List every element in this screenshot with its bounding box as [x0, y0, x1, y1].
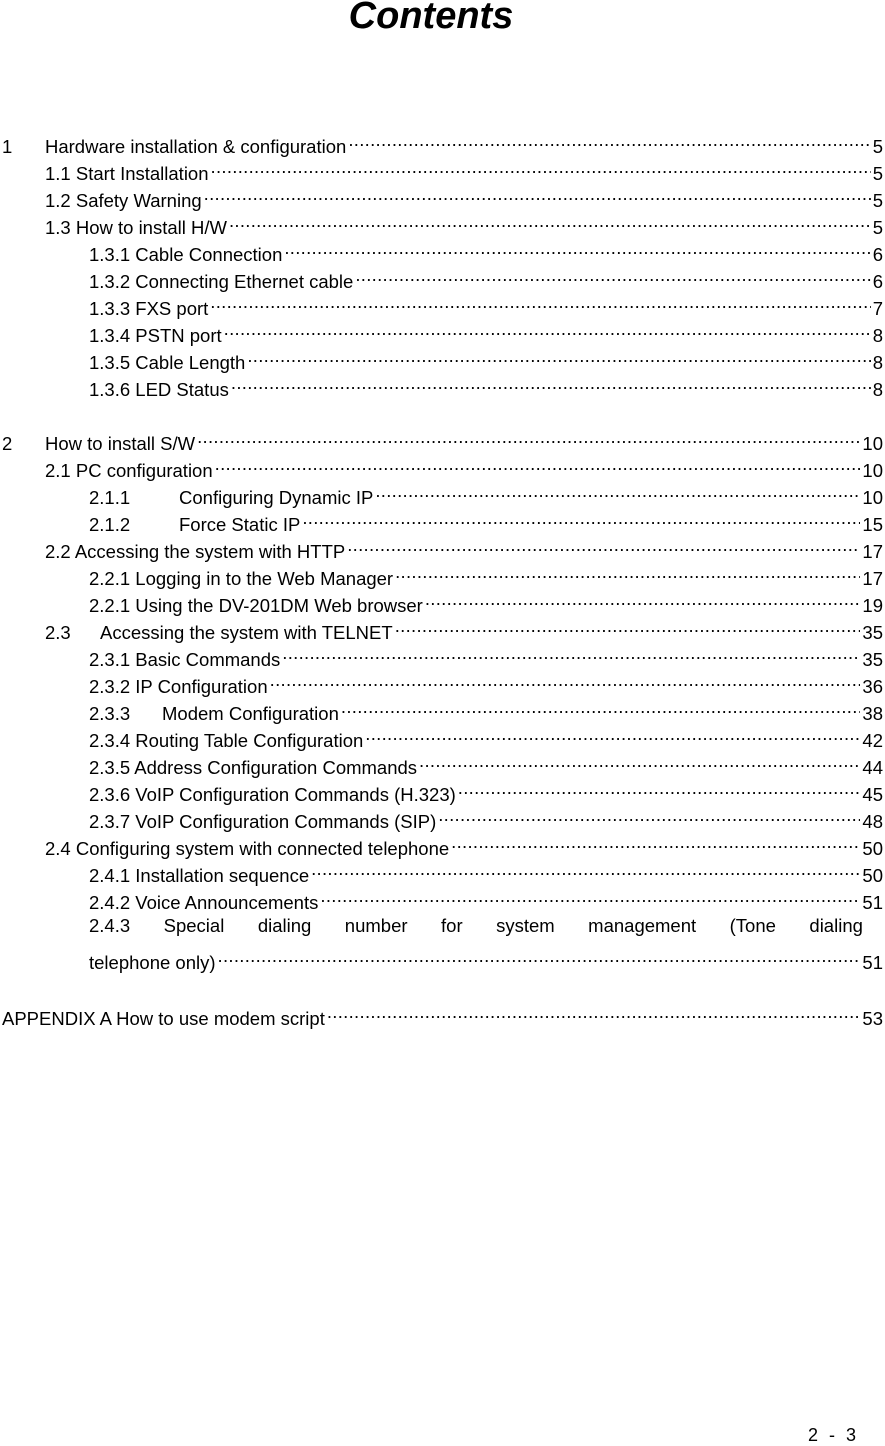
- toc-leader-dots: [438, 801, 860, 828]
- toc-entry-page: 38: [862, 703, 883, 724]
- toc-entry-page: 6: [872, 271, 883, 292]
- toc-entry-page: 8: [872, 352, 883, 373]
- toc-leader-dots: [210, 288, 870, 315]
- toc-entry-title: 2.3.1 Basic Commands: [89, 649, 281, 670]
- toc-entry[interactable]: [89, 315, 883, 346]
- toc-entry-title: 2.2 Accessing the system with HTTP: [45, 541, 346, 562]
- toc-entry[interactable]: [45, 153, 883, 184]
- toc-entry-page: 17: [862, 568, 883, 589]
- toc-entry[interactable]: [89, 288, 883, 319]
- toc-entry-page: 5: [872, 217, 883, 238]
- toc-entry-title: 1.3 How to install H/W: [45, 217, 227, 238]
- toc-entry-title: 2.3.7 VoIP Configuration Commands (SIP): [89, 811, 437, 832]
- toc-entry-page: 44: [862, 757, 883, 778]
- page-title: Contents: [348, 0, 514, 37]
- toc-entry-number: 2.3: [45, 622, 71, 643]
- toc-entry-title: Hardware installation & configuration: [45, 136, 347, 157]
- toc-entry[interactable]: [45, 531, 883, 562]
- toc-entry[interactable]: [89, 504, 883, 535]
- toc-entry-page: 8: [872, 379, 883, 400]
- toc-word: for: [441, 915, 463, 936]
- toc-entry-title: 1.3.2 Connecting Ethernet cable: [89, 271, 354, 292]
- toc-entry-page: 35: [862, 649, 883, 670]
- toc-entry-wrapped-line[interactable]: [89, 912, 883, 939]
- toc-entry-page: 51: [862, 892, 883, 913]
- toc-leader-dots: [395, 558, 860, 585]
- toc-entry-page: 8: [872, 325, 883, 346]
- toc-entry-number: 2.3.3: [89, 703, 131, 724]
- toc-entry[interactable]: [45, 450, 883, 481]
- toc-entry-page: 10: [862, 433, 883, 454]
- toc-entry[interactable]: [89, 639, 883, 670]
- toc-entry[interactable]: [45, 207, 883, 238]
- toc-entry-title: 2.4 Configuring system with connected telephone: [45, 838, 450, 859]
- toc-entry-page: 5: [872, 190, 883, 211]
- toc-entry-page: 15: [862, 514, 883, 535]
- toc-entry-title: APPENDIX A How to use modem script: [2, 1008, 325, 1029]
- toc-entry[interactable]: [89, 693, 883, 724]
- toc-entry-title: 1.2 Safety Warning: [45, 190, 202, 211]
- toc-entry-title: Accessing the system with TELNET: [100, 622, 393, 643]
- toc-entry[interactable]: [2, 423, 883, 454]
- toc-entry-number: 1: [2, 136, 13, 157]
- toc-entry[interactable]: [2, 998, 883, 1029]
- toc-entry-page: 51: [862, 952, 883, 973]
- toc-entry-page: 17: [862, 541, 883, 562]
- toc-entry-title: 1.3.5 Cable Length: [89, 352, 246, 373]
- toc-entry[interactable]: [89, 720, 883, 751]
- toc-leader-dots: [231, 369, 871, 396]
- toc-leader-dots: [284, 234, 870, 261]
- toc-leader-dots: [282, 639, 860, 666]
- toc-entry[interactable]: [89, 942, 883, 973]
- toc-leader-dots: [224, 315, 871, 342]
- toc-entry-number: 2.1.2: [89, 514, 131, 535]
- toc-leader-dots: [204, 180, 871, 207]
- toc-word: management: [588, 915, 697, 936]
- toc-leader-dots: [197, 423, 860, 450]
- toc-entry[interactable]: [45, 180, 883, 211]
- toc-leader-dots: [395, 612, 861, 639]
- toc-entry[interactable]: [89, 558, 883, 589]
- toc-entry-number: 2: [2, 433, 13, 454]
- toc-leader-dots: [247, 342, 870, 369]
- toc-entry[interactable]: [89, 369, 883, 400]
- toc-leader-dots: [211, 153, 871, 180]
- toc-entry[interactable]: [45, 828, 883, 859]
- toc-entry[interactable]: [89, 774, 883, 805]
- toc-leader-dots: [458, 774, 861, 801]
- toc-entry-page: 10: [862, 487, 883, 508]
- toc-entry-page: 50: [862, 865, 883, 886]
- toc-entry-title: 2.2.1 Using the DV-201DM Web browser: [89, 595, 423, 616]
- toc-entry-title: 1.3.4 PSTN port: [89, 325, 222, 346]
- toc-entry[interactable]: [89, 234, 883, 265]
- toc-entry[interactable]: [89, 585, 883, 616]
- toc-leader-dots: [215, 450, 861, 477]
- toc-entry[interactable]: [89, 801, 883, 832]
- toc-entry-title: Configuring Dynamic IP: [179, 487, 374, 508]
- toc-entry[interactable]: [89, 477, 883, 508]
- toc-entry[interactable]: [2, 126, 883, 157]
- toc-entry-title: 1.3.3 FXS port: [89, 298, 209, 319]
- toc-word: dialing: [257, 915, 312, 936]
- toc-entry-title: Force Static IP: [179, 514, 301, 535]
- toc-entry-page: 36: [862, 676, 883, 697]
- toc-word: Special: [163, 915, 225, 936]
- toc-leader-dots: [218, 942, 861, 969]
- toc-entry-page: 7: [872, 298, 883, 319]
- toc-entry-page: 48: [862, 811, 883, 832]
- toc-entry-page: 10: [862, 460, 883, 481]
- toc-leader-dots: [419, 747, 860, 774]
- toc-word: dialing: [809, 915, 863, 936]
- toc-leader-dots: [270, 666, 861, 693]
- toc-leader-dots: [229, 207, 871, 234]
- toc-leader-dots: [355, 261, 870, 288]
- toc-entry[interactable]: [45, 612, 883, 643]
- toc-leader-dots: [425, 585, 861, 612]
- toc-entry-title: 2.1 PC configuration: [45, 460, 213, 481]
- toc-entry[interactable]: [89, 261, 883, 292]
- toc-entry-page: 6: [872, 244, 883, 265]
- toc-entry-title: 2.2.1 Logging in to the Web Manager: [89, 568, 394, 589]
- page-number: 2 - 3: [807, 1425, 859, 1445]
- toc-entry-title: Modem Configuration: [162, 703, 339, 724]
- toc-leader-dots: [365, 720, 860, 747]
- toc-entry-page: 5: [872, 136, 883, 157]
- toc-leader-dots: [375, 477, 860, 504]
- toc-entry-title: 2.4.2 Voice Announcements: [89, 892, 319, 913]
- toc-leader-dots: [451, 828, 860, 855]
- toc-entry-page: 19: [862, 595, 883, 616]
- toc-entry-page: 45: [862, 784, 883, 805]
- toc-word: 2.4.3: [89, 915, 131, 936]
- toc-word: (Tone: [729, 915, 776, 936]
- toc-entry-page: 50: [862, 838, 883, 859]
- toc-entry-title: 2.3.5 Address Configuration Commands: [89, 757, 418, 778]
- toc-entry-page: 53: [862, 1008, 883, 1029]
- toc-entry[interactable]: [89, 747, 883, 778]
- toc-entry[interactable]: [89, 342, 883, 373]
- toc-entry-title: How to install S/W: [45, 433, 196, 454]
- toc-entry-title: 1.3.1 Cable Connection: [89, 244, 283, 265]
- toc-entry-page: 5: [872, 163, 883, 184]
- toc-entry-title: 2.3.4 Routing Table Configuration: [89, 730, 364, 751]
- toc-leader-dots: [347, 531, 860, 558]
- toc-entry-page: 42: [862, 730, 883, 751]
- toc-entry-number: 2.1.1: [89, 487, 131, 508]
- toc-leader-dots: [348, 126, 870, 153]
- toc-entry[interactable]: [89, 882, 883, 913]
- toc-leader-dots: [311, 855, 860, 882]
- toc-entry[interactable]: [89, 666, 883, 697]
- toc-leader-dots: [302, 504, 860, 531]
- toc-entry-title: 1.3.6 LED Status: [89, 379, 229, 400]
- toc-entry-title: 2.4.1 Installation sequence: [89, 865, 310, 886]
- toc-entry-title: 1.1 Start Installation: [45, 163, 209, 184]
- toc-leader-dots: [327, 998, 861, 1025]
- toc-leader-dots: [341, 693, 861, 720]
- toc-entry[interactable]: [89, 855, 883, 886]
- toc-word: number: [344, 915, 408, 936]
- toc-word: system: [496, 915, 555, 936]
- toc-leader-dots: [320, 882, 860, 909]
- toc-entry-title: telephone only): [89, 952, 216, 973]
- toc-entry-title: 2.3.6 VoIP Configuration Commands (H.323): [89, 784, 456, 805]
- toc-entry-page: 35: [862, 622, 883, 643]
- toc-entry-title: 2.3.2 IP Configuration: [89, 676, 268, 697]
